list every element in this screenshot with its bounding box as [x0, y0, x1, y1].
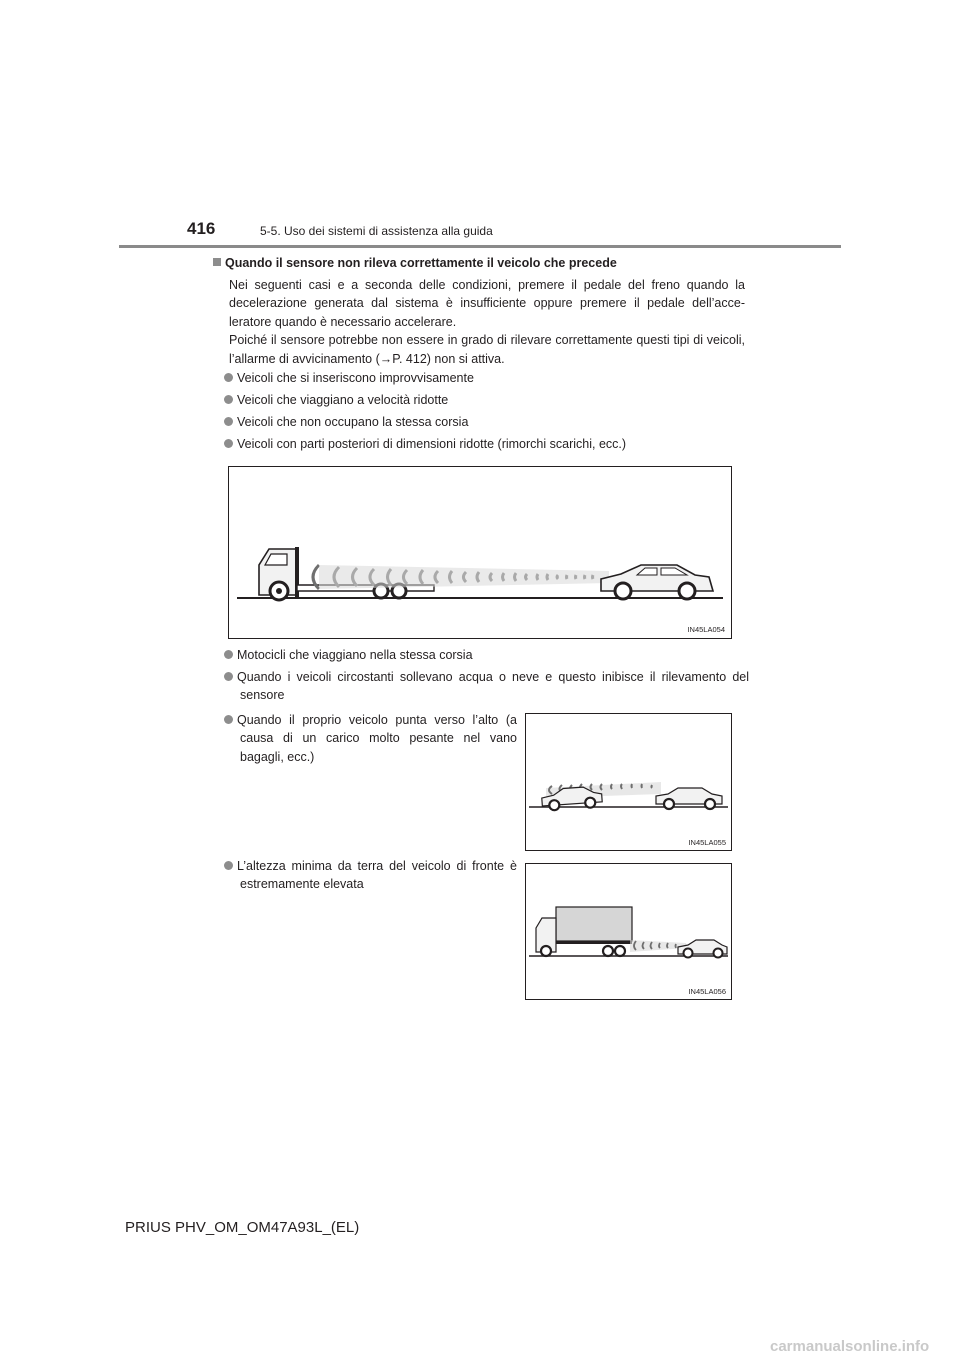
list-item: [224, 711, 517, 766]
list-item-text: L’altezza minima da terra del veicolo di fronte è estremamente elevata: [237, 859, 517, 892]
watermark: carmanualsonline.info: [770, 1338, 930, 1355]
nose-up-car-illustration: [526, 714, 731, 850]
figure-code: IN45LA055: [688, 838, 726, 847]
list-item: [224, 435, 626, 453]
list-item-text: Veicoli che non occupano la stessa corsia: [237, 415, 469, 429]
bullet-dot-icon: [224, 373, 233, 382]
list-item: [224, 391, 448, 409]
document-footer: PRIUS PHV_OM_OM47A93L_(EL): [125, 1219, 360, 1236]
bullet-dot-icon: [224, 650, 233, 659]
list-item: [224, 857, 517, 894]
bullet-dot-icon: [224, 439, 233, 448]
header-rule: [119, 245, 841, 248]
list-item: [224, 646, 473, 664]
flatbed-truck-illustration: [229, 467, 731, 638]
square-bullet-icon: [213, 258, 221, 266]
figure-flatbed-truck: [228, 466, 732, 639]
bullet-dot-icon: [224, 417, 233, 426]
figure-code: IN45LA056: [688, 987, 726, 996]
list-item: [224, 668, 749, 705]
intro-text-2: Poiché il sensore potrebbe non essere in grado di rilevare correttamente questi tipi di veicoli, l’allarme di avvicinamento (→P. 412) non si attiva.: [229, 333, 745, 366]
bullet-dot-icon: [224, 715, 233, 724]
high-clearance-truck-illustration: [526, 864, 731, 999]
subsection-heading: [213, 256, 617, 270]
list-item-text: Veicoli che si inseriscono improvvisamente: [237, 371, 474, 385]
figure-code: IN45LA054: [687, 625, 725, 634]
figure-nose-up-car: [525, 713, 732, 851]
list-item-text: Quando i veicoli circostanti sollevano acqua o neve e questo inibisce il rilevamento del sensore: [237, 670, 749, 703]
bullet-dot-icon: [224, 861, 233, 870]
bullet-dot-icon: [224, 395, 233, 404]
section-title: 5-5. Uso dei sistemi di assistenza alla guida: [260, 224, 493, 238]
list-item: [224, 413, 468, 431]
list-item-text: Quando il proprio veicolo punta verso l’alto (a causa di un carico molto pesante nel vano bagagli, ecc.): [237, 713, 517, 764]
list-item-text: Veicoli che viaggiano a velocità ridotte: [237, 393, 449, 407]
page-number: 416: [187, 219, 216, 238]
heading-text: Quando il sensore non rileva correttamente il veicolo che precede: [225, 256, 617, 270]
list-item-text: Motocicli che viaggiano nella stessa corsia: [237, 648, 473, 662]
list-item-text: Veicoli con parti posteriori di dimensioni ridotte (rimorchi scarichi, ecc.): [237, 437, 627, 451]
figure-high-clearance-truck: [525, 863, 732, 1000]
intro-text-1: Nei seguenti casi e a seconda delle condizioni, premere il pedale del freno quando la decelerazione generata dal sistema è insufficiente oppure premere il pedale dell’acce- leratore quando è necessario accelerare.: [229, 278, 745, 329]
list-item: [224, 369, 474, 387]
intro-paragraph: [229, 276, 745, 368]
bullet-dot-icon: [224, 672, 233, 681]
